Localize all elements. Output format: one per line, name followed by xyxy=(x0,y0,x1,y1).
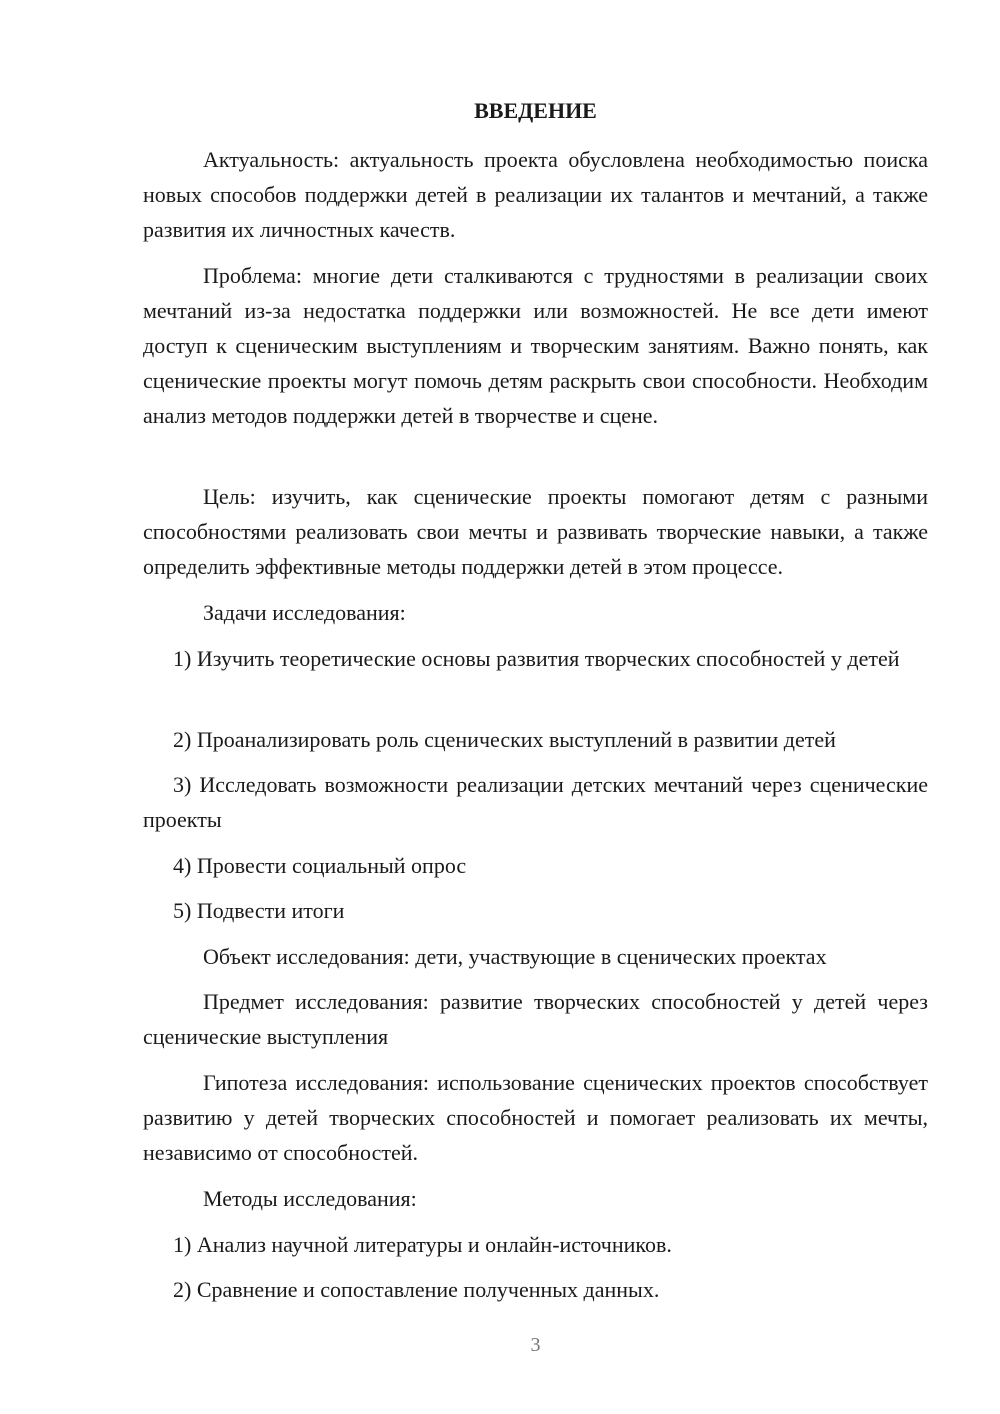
paragraph-subject: Предмет исследования: развитие творческих способностей у детей через сценические выступления xyxy=(143,989,928,1049)
paragraph-goal: Цель: изучить, как сценические проекты помогают детям с разными способностями реализовать свои мечты и развивать творческие навыки, а также определить эффективные методы поддержки детей в этом процессе. xyxy=(143,484,928,579)
paragraph-hypothesis: Гипотеза исследования: использование сценических проектов способствует развитию у детей творческих способностей и помогает реализовать их мечты, независимо от способностей. xyxy=(143,1070,928,1165)
paragraph-tasks-title: Задачи исследования: xyxy=(203,600,406,625)
list-item-task-2: 2) Проанализировать роль сценических выступлений в развитии детей xyxy=(173,727,836,752)
section-heading: ВВЕДЕНИЕ xyxy=(474,98,597,123)
document-page xyxy=(143,0,928,1414)
paragraph-relevance: Актуальность: актуальность проекта обусловлена необходимостью поиска новых способов поддержки детей в реализации их талантов и мечтаний, а также развития их личностных качеств. xyxy=(143,147,928,242)
paragraph-methods-title: Методы исследования: xyxy=(203,1186,417,1211)
list-item-method-2: 2) Сравнение и сопоставление полученных данных. xyxy=(173,1277,660,1302)
list-item-task-5: 5) Подвести итоги xyxy=(173,898,345,923)
list-item-task-4: 4) Провести социальный опрос xyxy=(173,853,467,878)
paragraph-problem: Проблема: многие дети сталкиваются с трудностями в реализации своих мечтаний из-за недостатка поддержки или возможностей. Не все дети имеют доступ к сценическим выступлениям и творческим занятиям. Важно понять, как сценические проекты могут помочь детям раскрыть свои способности. Необходим анализ методов поддержки детей в творчестве и сцене. xyxy=(143,263,928,428)
list-item-task-3: 3) Исследовать возможности реализации детских мечтаний через сценические проекты xyxy=(143,772,928,832)
list-item-method-1: 1) Анализ научной литературы и онлайн-источников. xyxy=(173,1232,672,1257)
paragraph-object: Объект исследования: дети, участвующие в сценических проектах xyxy=(203,944,827,969)
page-number: 3 xyxy=(530,1334,541,1356)
list-item-task-1: 1) Изучить теоретические основы развития творческих способностей у детей xyxy=(173,646,900,671)
